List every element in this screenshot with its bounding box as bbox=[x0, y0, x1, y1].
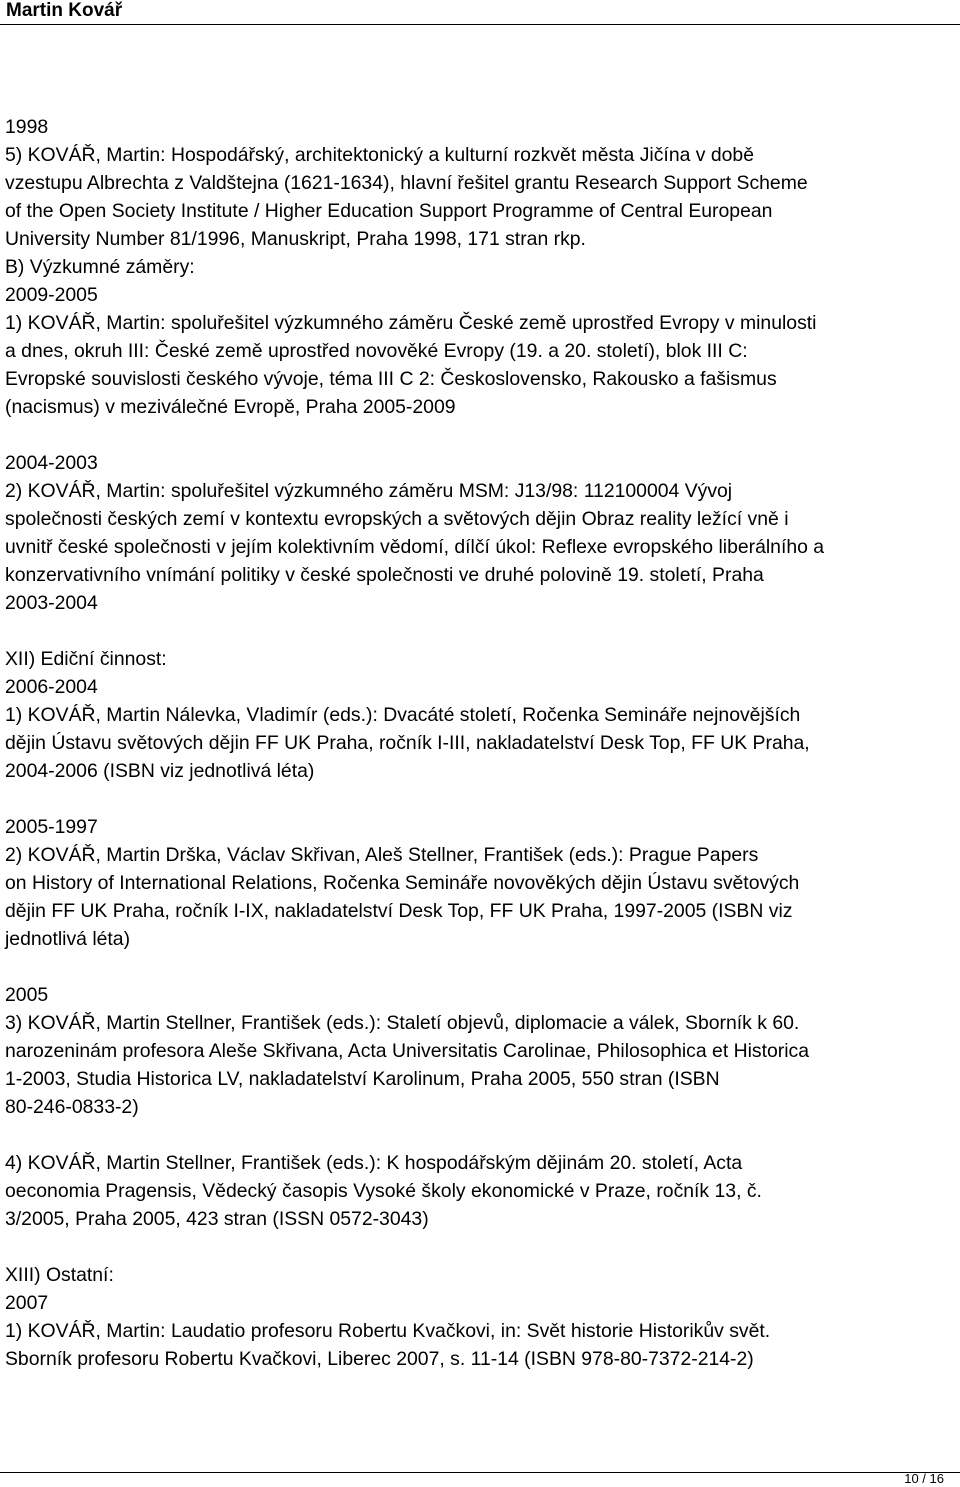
spacer bbox=[5, 421, 953, 449]
text-line: 2007 bbox=[5, 1292, 49, 1314]
text-line: 2005 bbox=[5, 984, 49, 1006]
text-line: 2009-2005 bbox=[5, 284, 98, 306]
text-line: Evropské souvislosti českého vývoje, téma III C 2: Československo, Rakousko a fašismus bbox=[5, 368, 777, 390]
section-heading: XII) Ediční činnost: bbox=[5, 648, 167, 670]
author-title: Martin Kovář bbox=[6, 0, 123, 21]
text-line: konzervativního vnímání politiky v české společnosti ve druhé polovině 19. století, Praha bbox=[5, 564, 764, 586]
text-line: on History of International Relations, Ročenka Semináře novověkých dějin Ústavu světových bbox=[5, 872, 800, 894]
text-line: 2004-2003 bbox=[5, 452, 98, 474]
text-line: 2003-2004 bbox=[5, 592, 98, 614]
section-heading: XIII) Ostatní: bbox=[5, 1264, 114, 1286]
text-line: společnosti českých zemí v kontextu evropských a světových dějin Obraz reality ležící vně i bbox=[5, 508, 789, 530]
footer-divider bbox=[0, 1472, 960, 1473]
text-line: vzestupu Albrechta z Valdštejna (1621-1634), hlavní řešitel grantu Research Support Scheme bbox=[5, 172, 808, 194]
spacer bbox=[5, 953, 953, 981]
text-line: 2005-1997 bbox=[5, 816, 98, 838]
spacer bbox=[5, 785, 953, 813]
text-line: 2) KOVÁŘ, Martin: spoluřešitel výzkumného záměru MSM: J13/98: 112100004 Vývoj bbox=[5, 480, 733, 502]
text-line: 1998 bbox=[5, 116, 49, 138]
text-line: of the Open Society Institute / Higher Education Support Programme of Central European bbox=[5, 200, 773, 222]
page-number: 10 / 16 bbox=[904, 1471, 944, 1486]
text-line: 2004-2006 (ISBN viz jednotlivá léta) bbox=[5, 760, 315, 782]
text-line: 1) KOVÁŘ, Martin Nálevka, Vladimír (eds.): Dvacáté století, Ročenka Semináře nejnovějších bbox=[5, 704, 801, 726]
text-line: dějin Ústavu světových dějin FF UK Praha, ročník I-III, nakladatelství Desk Top, FF UK Praha, bbox=[5, 732, 810, 754]
text-line: 2) KOVÁŘ, Martin Drška, Václav Skřivan, Aleš Stellner, František (eds.): Prague Papers bbox=[5, 844, 759, 866]
spacer bbox=[5, 617, 953, 645]
text-line: oeconomia Pragensis, Vědecký časopis Vysoké školy ekonomické v Praze, ročník 13, č. bbox=[5, 1180, 762, 1202]
text-line: jednotlivá léta) bbox=[5, 928, 131, 950]
text-line: 1-2003, Studia Historica LV, nakladatelství Karolinum, Praha 2005, 550 stran (ISBN bbox=[5, 1068, 720, 1090]
text-line: Sborník profesoru Robertu Kvačkovi, Liberec 2007, s. 11-14 (ISBN 978-80-7372-214-2) bbox=[5, 1348, 754, 1370]
text-line: uvnitř české společnosti v jejím kolektivním vědomí, dílčí úkol: Reflexe evropského liberálního a bbox=[5, 536, 825, 558]
section-heading: B) Výzkumné záměry: bbox=[5, 256, 195, 278]
text-line: narozeninám profesora Aleše Skřivana, Acta Universitatis Carolinae, Philosophica et Historica bbox=[5, 1040, 810, 1062]
text-line: 1) KOVÁŘ, Martin: spoluřešitel výzkumného záměru České země uprostřed Evropy v minulosti bbox=[5, 312, 817, 334]
text-line: 3) KOVÁŘ, Martin Stellner, František (eds.): Staletí objevů, diplomacie a válek, Sborník k 60. bbox=[5, 1012, 800, 1034]
text-line: 1) KOVÁŘ, Martin: Laudatio profesoru Robertu Kvačkovi, in: Svět historie Historikův svět. bbox=[5, 1320, 771, 1342]
text-line: dějin FF UK Praha, ročník I-IX, nakladatelství Desk Top, FF UK Praha, 1997-2005 (ISBN viz bbox=[5, 900, 793, 922]
text-line: 5) KOVÁŘ, Martin: Hospodářský, architektonický a kulturní rozkvět města Jičína v době bbox=[5, 144, 754, 166]
text-line: 80-246-0833-2) bbox=[5, 1096, 139, 1118]
text-line: (nacismus) v meziválečné Evropě, Praha 2005-2009 bbox=[5, 396, 456, 418]
text-line: University Number 81/1996, Manuskript, Praha 1998, 171 stran rkp. bbox=[5, 228, 586, 250]
text-line: 2006-2004 bbox=[5, 676, 98, 698]
document-body bbox=[5, 113, 953, 1373]
page-header bbox=[0, 0, 960, 25]
spacer bbox=[5, 1233, 953, 1261]
text-line: a dnes, okruh III: České země uprostřed novověké Evropy (19. a 20. století), blok III C: bbox=[5, 340, 748, 362]
text-line: 4) KOVÁŘ, Martin Stellner, František (eds.): K hospodářským dějinám 20. století, Acta bbox=[5, 1152, 743, 1174]
text-line: 3/2005, Praha 2005, 423 stran (ISSN 0572-3043) bbox=[5, 1208, 429, 1230]
spacer bbox=[5, 1121, 953, 1149]
